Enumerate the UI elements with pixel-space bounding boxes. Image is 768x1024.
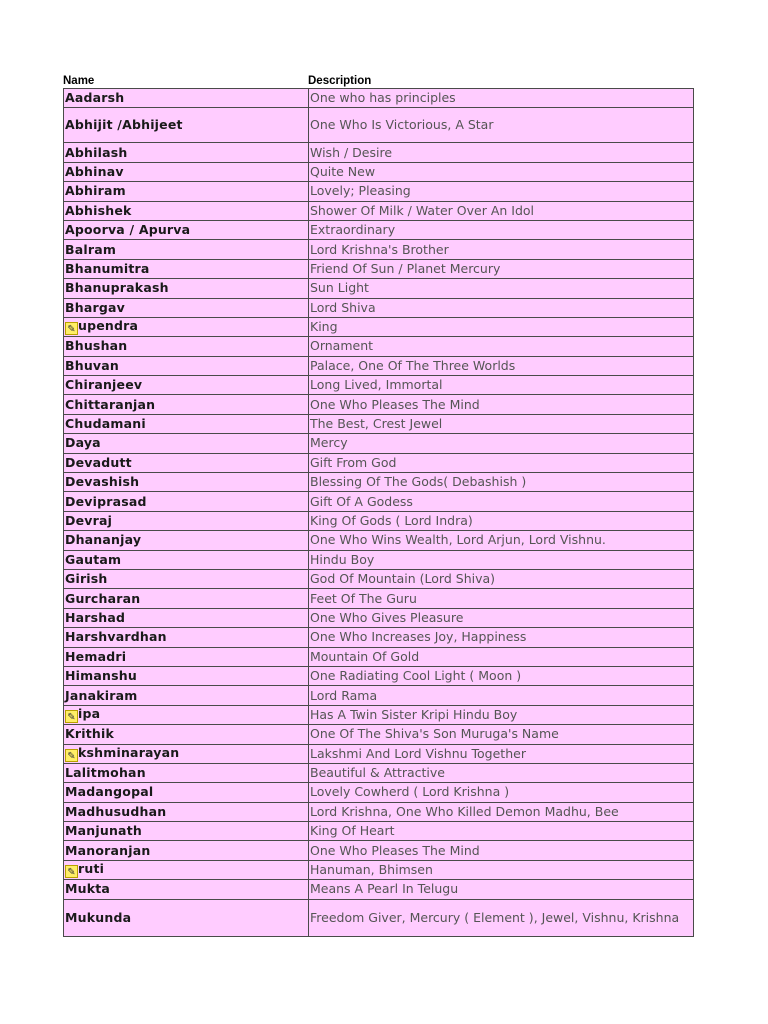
description-cell[interactable]: Lakshmi And Lord Vishnu Together bbox=[309, 744, 694, 763]
name-cell[interactable] bbox=[64, 220, 309, 239]
name-text: Bhanumitra bbox=[65, 260, 150, 276]
name-text: Bhargav bbox=[65, 299, 125, 315]
table-row bbox=[64, 492, 694, 511]
name-cell[interactable] bbox=[64, 511, 309, 530]
name-cell[interactable] bbox=[64, 860, 309, 879]
table-row bbox=[64, 453, 694, 472]
description-cell[interactable]: One who has principles bbox=[309, 89, 694, 108]
name-cell[interactable] bbox=[64, 744, 309, 763]
name-cell[interactable] bbox=[64, 240, 309, 259]
name-text: Bhuvan bbox=[65, 357, 120, 373]
name-cell[interactable] bbox=[64, 337, 309, 356]
name-text: upendra bbox=[78, 318, 139, 334]
name-cell[interactable] bbox=[64, 725, 309, 744]
name-table bbox=[63, 70, 694, 937]
description-cell[interactable]: Hanuman, Bhimsen bbox=[309, 860, 694, 879]
name-cell[interactable] bbox=[64, 822, 309, 841]
description-cell[interactable]: Has A Twin Sister Kripi Hindu Boy bbox=[309, 705, 694, 724]
name-cell[interactable] bbox=[64, 259, 309, 278]
description-cell[interactable]: One Who Wins Wealth, Lord Arjun, Lord Vishnu. bbox=[309, 531, 694, 550]
description-cell[interactable]: Lord Krishna, One Who Killed Demon Madhu, Bee bbox=[309, 802, 694, 821]
name-text: Dhananjay bbox=[65, 532, 142, 548]
name-cell[interactable] bbox=[64, 414, 309, 433]
description-cell[interactable]: King Of Gods ( Lord Indra) bbox=[309, 511, 694, 530]
table-row bbox=[64, 841, 694, 860]
name-text: Devashish bbox=[65, 474, 140, 490]
name-text: Manjunath bbox=[65, 823, 142, 839]
description-cell[interactable]: One Who Increases Joy, Happiness bbox=[309, 628, 694, 647]
description-cell[interactable]: One Radiating Cool Light ( Moon ) bbox=[309, 666, 694, 685]
name-text: Madangopal bbox=[65, 784, 154, 800]
name-text: Harshvardhan bbox=[65, 629, 167, 645]
description-cell[interactable]: Quite New bbox=[309, 162, 694, 181]
name-cell[interactable] bbox=[64, 841, 309, 860]
table-row bbox=[64, 822, 694, 841]
table-row bbox=[64, 666, 694, 685]
table-row bbox=[64, 647, 694, 666]
table-row bbox=[64, 763, 694, 782]
description-cell[interactable]: King Of Heart bbox=[309, 822, 694, 841]
description-cell[interactable]: Lord Shiva bbox=[309, 298, 694, 317]
description-cell[interactable]: Palace, One Of The Three Worlds bbox=[309, 356, 694, 375]
description-cell[interactable]: Lovely; Pleasing bbox=[309, 182, 694, 201]
description-cell[interactable]: One Who Gives Pleasure bbox=[309, 608, 694, 627]
name-text: Devadutt bbox=[65, 454, 132, 470]
name-text: Abhijit /Abhijeet bbox=[65, 117, 183, 133]
name-text: Gautam bbox=[65, 551, 122, 567]
table-row bbox=[64, 880, 694, 899]
description-cell[interactable]: Beautiful & Attractive bbox=[309, 763, 694, 782]
name-cell[interactable] bbox=[64, 705, 309, 724]
name-cell[interactable] bbox=[64, 608, 309, 627]
name-text: Girish bbox=[65, 571, 108, 587]
table-row bbox=[64, 434, 694, 453]
name-text: Manoranjan bbox=[65, 842, 151, 858]
name-cell[interactable] bbox=[64, 108, 309, 143]
name-cell[interactable] bbox=[64, 298, 309, 317]
name-cell[interactable] bbox=[64, 783, 309, 802]
name-text: Devraj bbox=[65, 513, 113, 528]
description-cell[interactable]: Shower Of Milk / Water Over An Idol bbox=[309, 201, 694, 220]
table-row bbox=[64, 356, 694, 375]
table-row bbox=[64, 531, 694, 550]
name-text: Himanshu bbox=[65, 668, 137, 684]
name-text: Aadarsh bbox=[65, 90, 125, 106]
description-cell[interactable]: One Who Pleases The Mind bbox=[309, 841, 694, 860]
name-cell[interactable] bbox=[64, 531, 309, 550]
table-row bbox=[64, 162, 694, 181]
table-row bbox=[64, 511, 694, 530]
description-cell[interactable]: One Of The Shiva's Son Muruga's Name bbox=[309, 725, 694, 744]
name-column-header: Name bbox=[63, 75, 95, 87]
name-text: Abhilash bbox=[65, 144, 128, 160]
description-cell[interactable]: Long Lived, Immortal bbox=[309, 376, 694, 395]
name-text: Deviprasad bbox=[65, 493, 147, 509]
name-text: Chiranjeev bbox=[65, 377, 143, 393]
description-cell[interactable]: Lord Krishna's Brother bbox=[309, 240, 694, 259]
name-cell[interactable] bbox=[64, 899, 309, 936]
name-text: Abhishek bbox=[65, 202, 132, 218]
name-cell[interactable] bbox=[64, 395, 309, 414]
name-text: Mukunda bbox=[65, 909, 132, 925]
name-text: kshminarayan bbox=[78, 744, 180, 760]
comment-note-icon[interactable]: ✎ bbox=[65, 322, 78, 335]
description-cell[interactable]: One Who Pleases The Mind bbox=[309, 395, 694, 414]
name-text: Janakiram bbox=[65, 687, 138, 703]
description-cell[interactable]: Gift From God bbox=[309, 453, 694, 472]
description-cell[interactable]: Extraordinary bbox=[309, 220, 694, 239]
table-row bbox=[64, 201, 694, 220]
table-row bbox=[64, 89, 694, 108]
name-text: Chittaranjan bbox=[65, 396, 156, 412]
name-cell[interactable] bbox=[64, 279, 309, 298]
name-cell[interactable] bbox=[64, 201, 309, 220]
table-row bbox=[64, 802, 694, 821]
name-cell[interactable] bbox=[64, 569, 309, 588]
table-row bbox=[64, 220, 694, 239]
name-text: Abhiram bbox=[65, 183, 126, 199]
name-text: Hemadri bbox=[65, 648, 127, 664]
table-row bbox=[64, 414, 694, 433]
description-cell[interactable]: Mercy bbox=[309, 434, 694, 453]
description-cell[interactable]: Wish / Desire bbox=[309, 143, 694, 162]
name-cell[interactable] bbox=[64, 356, 309, 375]
table-row bbox=[64, 686, 694, 705]
name-text: ipa bbox=[78, 705, 101, 721]
description-cell[interactable]: Ornament bbox=[309, 337, 694, 356]
name-text: Bhushan bbox=[65, 338, 128, 354]
comment-note-icon[interactable]: ✎ bbox=[65, 749, 78, 762]
name-cell[interactable] bbox=[64, 492, 309, 511]
name-cell[interactable] bbox=[64, 550, 309, 569]
description-cell[interactable]: Feet Of The Guru bbox=[309, 589, 694, 608]
table-row bbox=[64, 182, 694, 201]
name-cell[interactable] bbox=[64, 317, 309, 336]
table-header bbox=[63, 70, 694, 88]
description-cell[interactable]: Friend Of Sun / Planet Mercury bbox=[309, 259, 694, 278]
comment-note-icon[interactable]: ✎ bbox=[65, 710, 78, 723]
name-text: Bhanuprakash bbox=[65, 280, 169, 296]
name-cell[interactable] bbox=[64, 376, 309, 395]
name-text: Gurcharan bbox=[65, 590, 141, 606]
name-cell[interactable] bbox=[64, 686, 309, 705]
description-cell[interactable]: King bbox=[309, 317, 694, 336]
name-cell[interactable] bbox=[64, 763, 309, 782]
name-cell[interactable] bbox=[64, 473, 309, 492]
name-cell[interactable] bbox=[64, 880, 309, 899]
name-cell[interactable] bbox=[64, 453, 309, 472]
comment-note-icon[interactable]: ✎ bbox=[65, 865, 78, 878]
name-cell[interactable] bbox=[64, 89, 309, 108]
table-row bbox=[64, 337, 694, 356]
description-cell[interactable]: Freedom Giver, Mercury ( Element ), Jewel, Vishnu, Krishna bbox=[309, 899, 694, 936]
table-row bbox=[64, 395, 694, 414]
description-cell[interactable]: God Of Mountain (Lord Shiva) bbox=[309, 569, 694, 588]
name-text: Balram bbox=[65, 241, 117, 257]
table-row bbox=[64, 608, 694, 627]
description-cell[interactable]: Means A Pearl In Telugu bbox=[309, 880, 694, 899]
table-row bbox=[64, 783, 694, 802]
table-row bbox=[64, 376, 694, 395]
description-cell[interactable]: Mountain Of Gold bbox=[309, 647, 694, 666]
table-row bbox=[64, 259, 694, 278]
name-cell[interactable] bbox=[64, 802, 309, 821]
name-text: Madhusudhan bbox=[65, 803, 167, 819]
description-column-header: Description bbox=[308, 75, 372, 87]
name-cell[interactable] bbox=[64, 589, 309, 608]
table-row bbox=[64, 899, 694, 936]
description-cell[interactable]: Lovely Cowherd ( Lord Krishna ) bbox=[309, 783, 694, 802]
name-cell[interactable] bbox=[64, 182, 309, 201]
name-cell[interactable] bbox=[64, 647, 309, 666]
table-row bbox=[64, 143, 694, 162]
names-grid bbox=[63, 88, 694, 937]
table-row bbox=[64, 317, 694, 336]
table-row bbox=[64, 628, 694, 647]
name-text: ruti bbox=[78, 861, 105, 877]
table-row bbox=[64, 860, 694, 879]
table-row bbox=[64, 279, 694, 298]
name-cell[interactable] bbox=[64, 143, 309, 162]
table-row bbox=[64, 589, 694, 608]
table-row bbox=[64, 240, 694, 259]
description-cell[interactable]: Gift Of A Godess bbox=[309, 492, 694, 511]
name-text: Chudamani bbox=[65, 416, 146, 432]
name-cell[interactable] bbox=[64, 628, 309, 647]
table-row bbox=[64, 569, 694, 588]
description-cell[interactable]: Sun Light bbox=[309, 279, 694, 298]
table-row bbox=[64, 473, 694, 492]
table-row bbox=[64, 744, 694, 763]
description-cell[interactable]: Blessing Of The Gods( Debashish ) bbox=[309, 473, 694, 492]
name-cell[interactable] bbox=[64, 434, 309, 453]
name-text: Abhinav bbox=[65, 163, 124, 179]
table-row bbox=[64, 108, 694, 143]
table-row bbox=[64, 550, 694, 569]
description-cell[interactable]: The Best, Crest Jewel bbox=[309, 414, 694, 433]
name-text: Daya bbox=[65, 435, 101, 451]
name-text: Apoorva / Apurva bbox=[65, 222, 191, 238]
table-row bbox=[64, 298, 694, 317]
description-cell[interactable]: Lord Rama bbox=[309, 686, 694, 705]
table-row bbox=[64, 725, 694, 744]
table-row bbox=[64, 705, 694, 724]
name-text: Krithik bbox=[65, 726, 115, 742]
name-cell[interactable] bbox=[64, 666, 309, 685]
name-text: Harshad bbox=[65, 609, 126, 625]
name-text: Mukta bbox=[65, 881, 111, 897]
description-cell[interactable]: Hindu Boy bbox=[309, 550, 694, 569]
name-text: Lalitmohan bbox=[65, 765, 146, 781]
description-cell[interactable]: One Who Is Victorious, A Star bbox=[309, 108, 694, 143]
name-cell[interactable] bbox=[64, 162, 309, 181]
